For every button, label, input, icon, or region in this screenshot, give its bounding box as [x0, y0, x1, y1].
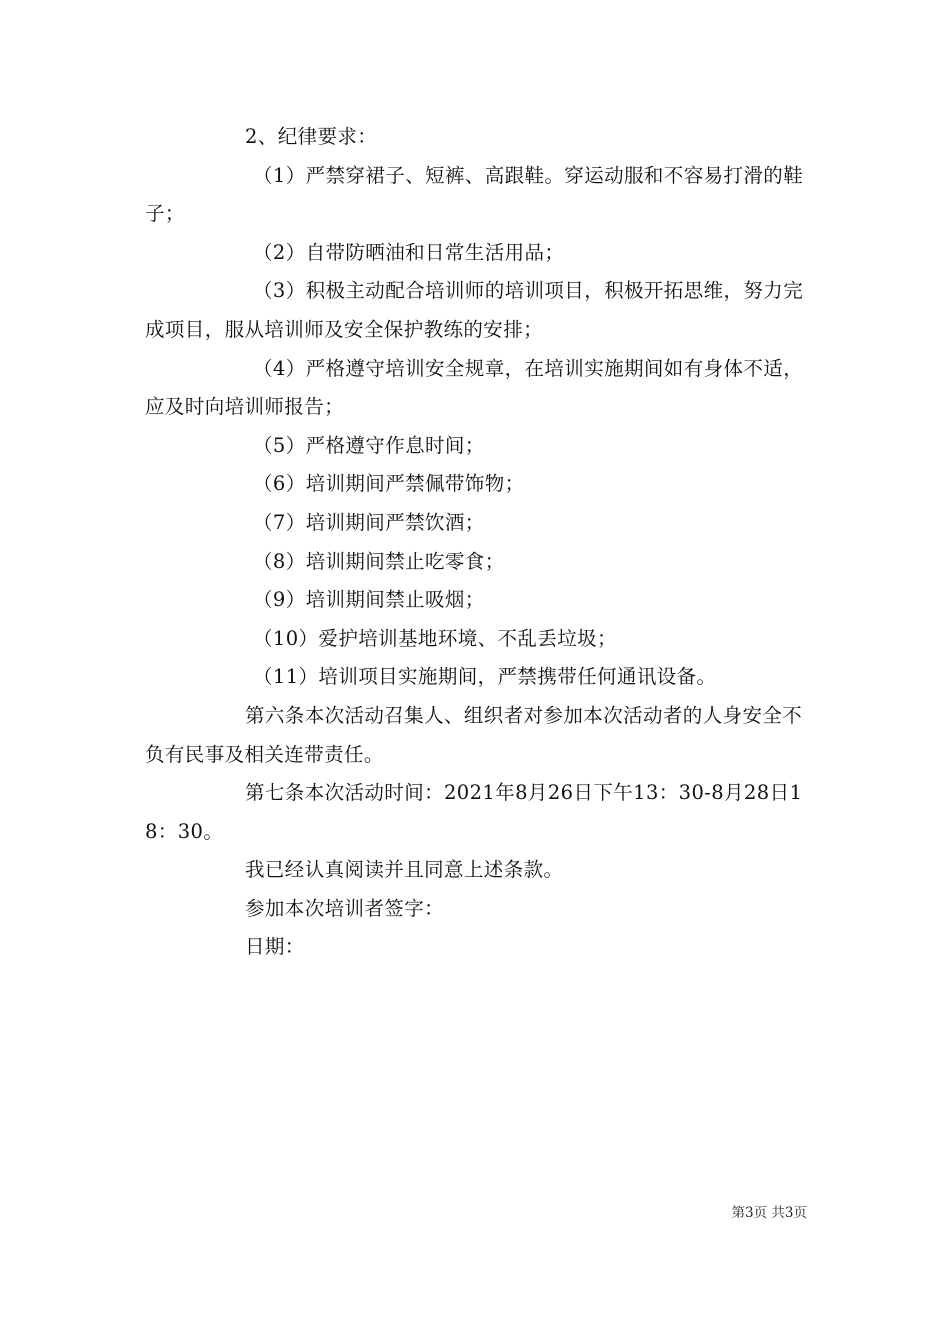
rule-item-9: （9）培训期间禁止吸烟；: [253, 588, 485, 612]
rule-item-8: （8）培训期间禁止吃零食；: [253, 549, 505, 573]
article-seven: 第七条本次活动时间：2021年8月26日下午13：30-8月28日18：30。: [145, 781, 803, 843]
rule-item-2: （2）自带防晒油和日常生活用品；: [253, 240, 565, 264]
rule-item-10: （10）爱护培训基地环境、不乱丢垃圾；: [253, 626, 617, 650]
rule-item-11: （11）培训项目实施期间，严禁携带任何通讯设备。: [253, 665, 717, 689]
document-body: [145, 118, 810, 967]
section-heading: 2、纪律要求：: [245, 125, 378, 148]
rule-item-4: （4）严格遵守培训安全规章，在培训实施期间如有身体不适，应及时向培训师报告；: [145, 356, 804, 419]
rule-item-3: （3）积极主动配合培训师的培训项目，积极开拓思维，努力完成项目，服从培训师及安全保护教练的安排；: [145, 279, 804, 341]
article-six: 第六条本次活动召集人、组织者对参加本次活动者的人身安全不负有民事及相关连带责任。: [145, 703, 803, 766]
rule-item-1: （1）严禁穿裙子、短裤、高跟鞋。穿运动服和不容易打滑的鞋子；: [145, 163, 804, 226]
signature-label: 参加本次培训者签字：: [245, 896, 445, 920]
rule-item-6: （6）培训期间严禁佩带饰物；: [253, 472, 525, 496]
page-number-footer: 第3页 共3页: [731, 1205, 807, 1221]
agreement-statement: 我已经认真阅读并且同意上述条款。: [245, 858, 564, 882]
date-label: 日期：: [245, 935, 305, 959]
rule-item-7: （7）培训期间严禁饮酒；: [253, 510, 485, 534]
rule-item-5: （5）严格遵守作息时间；: [253, 433, 485, 457]
